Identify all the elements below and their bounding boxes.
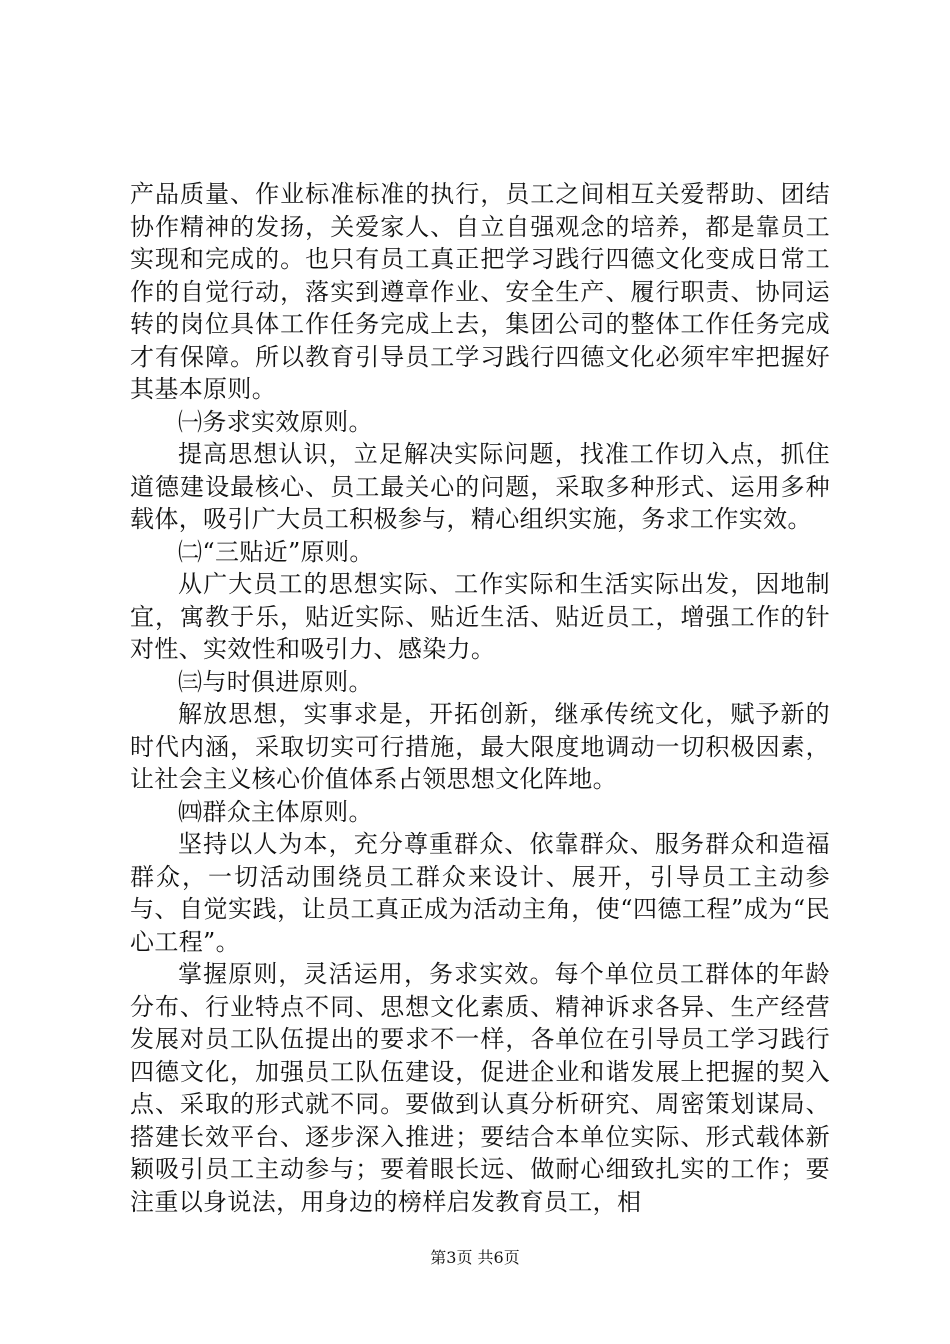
- paragraph-intro-continuation: 产品质量、作业标准标准的执行，员工之间相互关爱帮助、团结协作精神的发扬，关爱家人、自立自强观念的培养，都是靠员工实现和完成的。也只有员工真正把学习践行四德文化变成日常工作的自觉行动，落实到遵章作业、安全生产、履行职责、协同运转的岗位具体工作任务完成上去，集团公司的整体工作任务完成才有保障。所以教育引导员工学习践行四德文化必须牢牢把握好其基本原则。: [130, 180, 830, 403]
- document-body: [130, 178, 830, 1218]
- page-number-footer: 第3页 共6页: [430, 1248, 520, 1267]
- heading-principle-4: ㈣群众主体原则。: [178, 797, 373, 826]
- paragraph-principle-3: 解放思想，实事求是，开拓创新，继承传统文化，赋予新的时代内涵，采取切实可行措施，最大限度地调动一切积极因素，让社会主义核心价值体系占领思想文化阵地。: [130, 700, 830, 793]
- heading-principle-1: ㈠务求实效原则。: [178, 407, 373, 436]
- paragraph-summary: 掌握原则，灵活运用，务求实效。每个单位员工群体的年龄分布、行业特点不同、思想文化素质、精神诉求各异、生产经营发展对员工队伍提出的要求不一样，各单位在引导员工学习践行四德文化，加强员工队伍建设，促进企业和谐发展上把握的契入点、采取的形式就不同。要做到认真分析研究、周密策划谋局、搭建长效平台、逐步深入推进；要结合本单位实际、形式载体新颖吸引员工主动参与；要着眼长远、做耐心细致扎实的工作；要注重以身说法，用身边的榜样启发教育员工，相: [130, 960, 830, 1216]
- heading-principle-2: ㈡“三贴近”原则。: [178, 537, 374, 566]
- paragraph-principle-2: 从广大员工的思想实际、工作实际和生活实际出发，因地制宜，寓教于乐，贴近实际、贴近生活、贴近员工，增强工作的针对性、实效性和吸引力、感染力。: [130, 570, 830, 663]
- heading-principle-3: ㈢与时俱进原则。: [178, 667, 373, 696]
- paragraph-principle-1: 提高思想认识，立足解决实际问题，找准工作切入点，抓住道德建设最核心、员工最关心的问题，采取多种形式、运用多种载体，吸引广大员工积极参与，精心组织实施，务求工作实效。: [130, 440, 830, 533]
- paragraph-principle-4: 坚持以人为本，充分尊重群众、依靠群众、服务群众和造福群众，一切活动围绕员工群众来设计、展开，引导员工主动参与、自觉实践，让员工真正成为活动主角，使“四德工程”成为“民心工程”。: [130, 830, 830, 956]
